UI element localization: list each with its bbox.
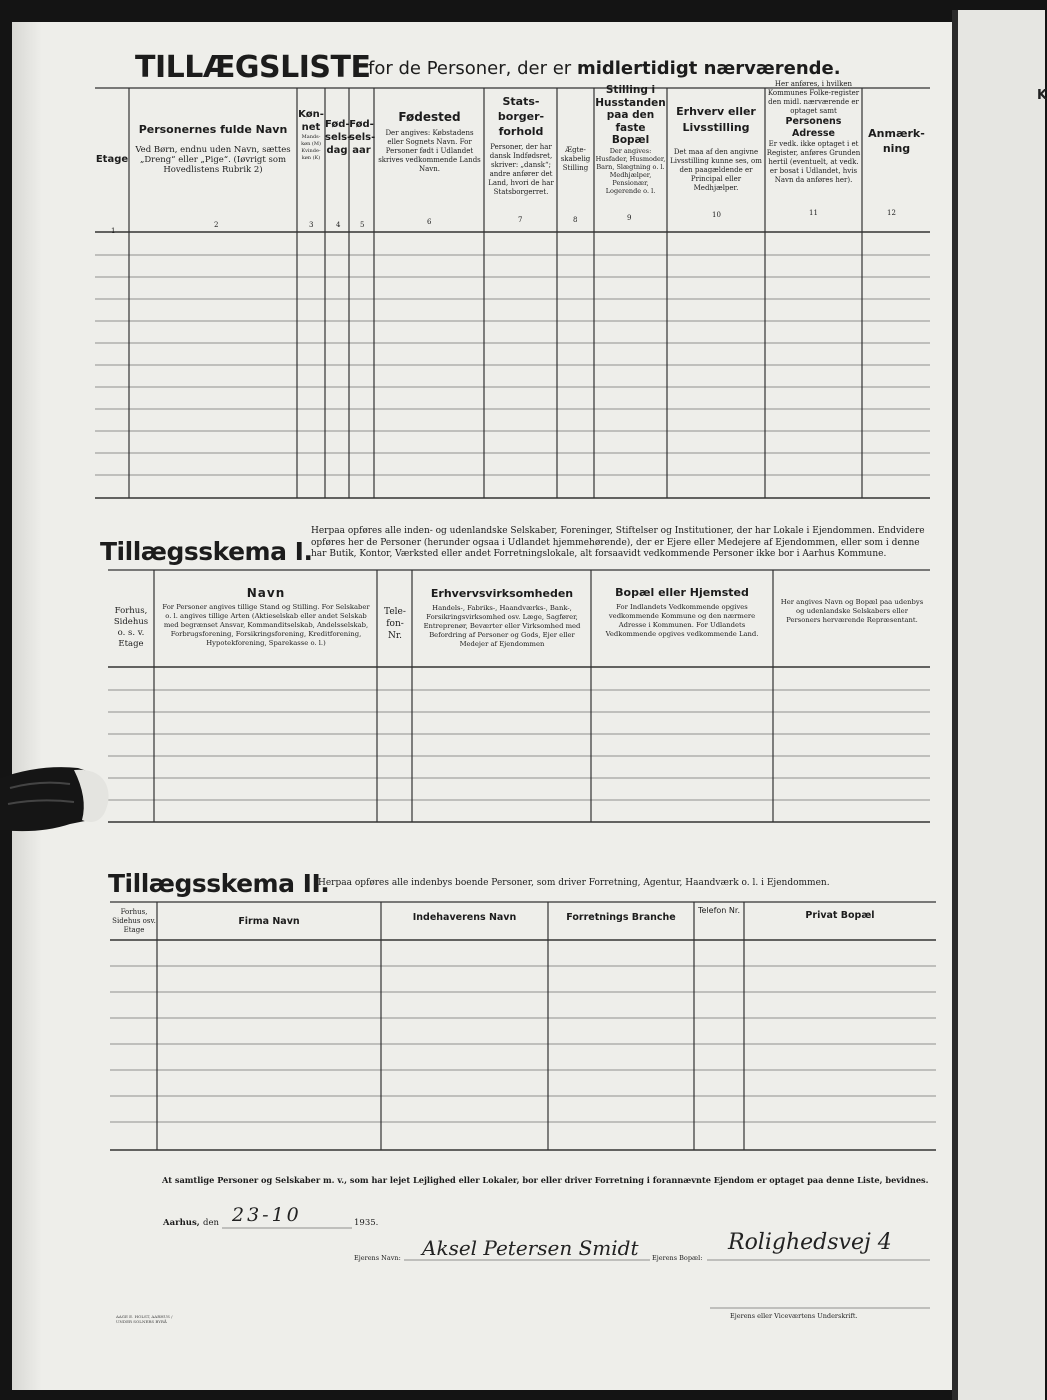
signature-label: Ejerens eller Viceværtens Underskrift. [730,1312,858,1320]
col-stilling-header: Stilling i Husstanden paa den faste Bopæl Der angives: Husfader, Husmoder, Barn, Slægtning o. l. Medhjælper, Pensionær, Logerende o. l. [595,84,666,195]
col-num-2: 2 [214,221,219,229]
owner-name-label: Ejerens Navn: [354,1254,401,1262]
owner-address-label: Ejerens Bopæl: [652,1254,703,1262]
skema1-intro: Herpaa opføres alle inden- og udenlandske Selskaber, Foreninger, Stiftelser og Institutioner, der har Lokale i Ejendommen. Endvidere opføres her de Personer (herunder ogsaa i Udlandet hjemmehørende), der er Ejere eller Medejere af Ejendommen, eller som i denne har Butik, Kontor, Værksted eller andet Forretningslokale, alt forsaavidt vedkommende Personer ikke bor i Aarhus Kommune. [311,526,925,559]
col-num-12: 12 [887,209,896,217]
skema2-col-indehaver: Indehaverens Navn [412,912,517,923]
skema1-col-telefon: Tele-fon-Nr. [384,607,406,641]
skema2-col-etage: Forhus, Sidehus osv. Etage [112,908,156,934]
footer-year: 1935. [354,1218,379,1228]
col-etage-header: Etage [95,154,129,165]
footer-place: Aarhus, [163,1218,200,1228]
col-foedselsdag-header: Fød-sels-dag [325,119,352,156]
skema1-col-navn: Navn For Personer angives tillige Stand og Stilling. For Selskaber o. l. angives tillige Arten (Aktieselskab eller andet Selskab med begrænset Ansvar, Kommanditselskab, Andelsselskab, Forbrugsforening, Forsikringsforening, Kreditforening, Hypotekforening, Sparekasse o. l.) [162,586,370,647]
skema1-col-etage: Forhus, Sidehus o. s. v. Etage [113,606,149,649]
skema2-col-bopael: Privat Bopæl [805,910,875,921]
col-num-5: 5 [360,221,365,229]
skema1-col-erhverv: Erhvervsvirksomheden Handels-, Fabriks-, Haandværks-, Bank-, Forsikringsvirksomhed osv. Læge, Sagfører, Entreprenør, Beværter eller Virksomhed med Befordring af Personer og Gods, Ejer eller Medejer af Ejendommen [423,587,581,648]
owner-name-handwritten: Aksel Petersen Smidt [422,1236,639,1260]
subtitle-bold: midlertidigt nærværende. [576,58,841,79]
facing-page-letter: K [1037,88,1047,103]
col-foedested-header: Fødested Der angives: Købstadens eller Sognets Navn. For Personer født i Udlandet skrives vedkommende Lands Navn. [378,110,481,173]
skema1-col-repr: Her angives Navn og Bopæl paa udenbys og udenlandske Selskabers eller Personers herværende Repræsentant. [780,598,924,624]
col-anmaerkning-header: Anmærk-ning [868,127,925,155]
col-num-11: 11 [809,209,818,217]
date-handwritten: 23-10 [232,1204,302,1226]
footer-statement: At samtlige Personer og Selskaber m. v., som har lejet Lejlighed eller Lokaler, bor eller driver Forretning i forannævnte Ejendom er optaget paa denne Liste, bevidnes. [162,1175,929,1185]
col-num-6: 6 [427,218,432,226]
tillaegsliste-title: TILLÆGSLISTE [135,50,371,85]
col-num-9: 9 [627,214,632,222]
col-koen-header: Køn-net Mands-køn (M) Kvinde-køn (K) [298,109,324,161]
col-navn-header: Personernes fulde Navn Ved Børn, endnu uden Navn, sættes „Dreng“ eller „Pige“. (Iøvrigt som Hovedlistens Rubrik 2) [135,123,291,175]
col-num-1: 1 [111,227,116,235]
skema2-title: Tillægsskema II. [108,869,330,898]
skema2-col-branche: Forretnings Branche [566,912,676,923]
col-num-7: 7 [518,216,523,224]
col-adresse-header: Her anføres, i hvilken Kommunes Folke-register den midl. nærværende er optaget samt Personens Adresse Er vedk. ikke optaget i et Register, anføres Grunden hertil (eventuelt, at vedk. er bosat i Udlandet, hvis Navn da anføres her). [766,80,861,184]
col-num-3: 3 [309,221,314,229]
owner-address-handwritten: Rolighedsvej 4 [728,1230,892,1255]
col-foedselsaar-header: Fød-sels-aar [349,119,376,156]
skema1-title: Tillægsskema I. [100,537,313,566]
col-erhverv-header: Erhverv eller Livsstilling Det maa af den angivne Livsstilling kunne ses, om den paagældende er Principal eller Medhjælper. [670,105,762,192]
skema1-col-bopael: Bopæl eller Hjemsted For Indlandets Vedkommende opgives vedkommende Kommune og den nærmere Adresse i Kommunen. For Udlandets Vedkommende opgives vedkommende Land. [605,586,759,638]
printer-mark: AAGE E. HOLST, AARHUS / UNDER SOLNERS BYRÅ [116,1314,173,1324]
col-aegteskabelig-header: Ægte-skabelig Stilling [560,146,591,172]
skema2-col-firma: Firma Navn [238,916,300,927]
col-num-10: 10 [712,211,721,219]
thumb-photo-artifact [0,758,110,836]
col-num-8: 8 [573,216,578,224]
skema2-intro: Herpaa opføres alle indenbys boende Personer, som driver Forretning, Agentur, Haandværk o. l. i Ejendommen. [318,878,830,888]
col-num-4: 4 [336,221,341,229]
skema2-col-telefon: Telefon Nr. [698,906,740,915]
subtitle-prefix: for de Personer, der er [368,58,572,79]
col-statsborger-header: Stats-borger-forhold Personer, der har dansk Indfødsret, skriver: „dansk“; andre anfører det Land, hvori de har Statsborgerret. [488,95,554,196]
footer-den: den [203,1218,219,1228]
